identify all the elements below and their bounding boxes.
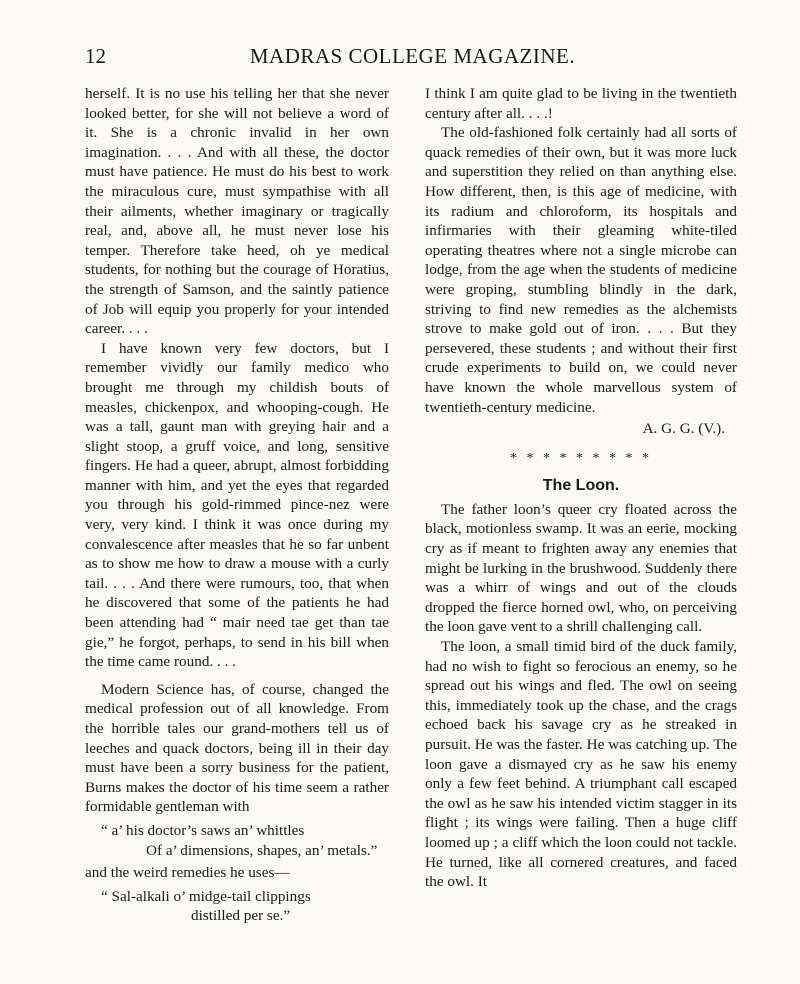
paragraph: I think I am quite glad to be living in the twentieth century after all. . . .! [425,85,737,122]
paragraph: I have known very few doctors, but I remember vividly our family medico who brought me through my childish bouts of measles, chickenpox, and whooping-cough. He was a tall, gaunt man with greying hair and a slight stoop, a gruff voice, and long, sensitive fingers. He had a queer, abrupt, almost forbidding manner with him, and yet the eyes that regarded you through his gold-rimmed pince-nez were very, very kind. I think it was once during my convalescence after measles that he so far unbent as to show me how to draw a mouse with a curly tail. . . . And there were rumours, too, that when he discovered that some of the patients he had been attending had “ mair need tae get than tae gie,” he forgot, perhaps, to send in his bill when the time came round. . . . [85,339,389,671]
page-header [85,42,740,72]
section-divider: * * * * * * * * * [510,450,652,466]
page-number: 12 [85,44,106,68]
right-column [425,84,737,892]
paragraph: The old-fashioned folk certainly had all sorts of quack remedies of their own, but it was more luck and superstition they relied on than anything else. How different, then, is this age of medicine, with its radium and chloroform, its hospitals and infirmaries with their gleaming white-tiled operating theatres where not a single microbe can lodge, from the age when the students of medicine were groping, stumbling blindly in the dark, striving to find new remedies as the alchemists strove to make gold out of iron. . . . But they persevered, these students ; and without their first crude experiments to build on, we could never have known the whole marvellous system of twentieth-century medicine. [425,124,737,416]
paragraph: herself. It is no use his telling her that she never looked better, for she will not believe a word of it. She is a chronic invalid in her own imagination. . . . And with all these, the doctor must have patience. He must do his best to work the miraculous cure, must sympathise with all their ailments, whether imaginary or tragically real, and, above all, he must never lose his temper. Therefore take heed, oh ye medical students, for nothing but the courage of Horatius, the strength of Samson, and the saintly patience of Job will equip you properly for your intended career. . . . [85,85,389,338]
verse-quote [101,887,389,926]
verse-quote [101,821,389,860]
running-title: MADRAS COLLEGE MAGAZINE. [249,44,576,68]
paragraph: Modern Science has, of course, changed the medical profession out of all knowledge. From the horrible tales our grand-mothers tell us of leeches and quack doctors, being ill in their day must have been a sorry business for the patient, Burns makes the doctor of his time seem a rather formidable gentleman with [85,680,389,816]
verse-line: Of a’ dimensions, shapes, an’ metals.” [146,841,378,859]
paragraph: and the weird remedies he uses— [85,864,290,882]
verse-line: “ a’ his doctor’s saws an’ whittles [101,821,305,839]
left-column [85,84,389,928]
verse-line: “ Sal-alkali o’ midge-tail clippings [101,887,311,905]
article-title: The Loon. [542,477,620,495]
paragraph: The father loon’s queer cry floated across the black, motionless swamp. It was an eerie, mocking cry as if meant to frighten away any enemies that might be lurking in the brushwood. Suddenly there was a whirr of wings and out of the clouds dropped the fierce horned owl, who, on perceiving the loon gave vent to a shrill challenging call. [425,500,737,636]
paragraph: The loon, a small timid bird of the duck family, had no wish to fight so ferocious an enemy, so he spread out his wings and fled. The owl on seeing this, immediately took up the chase, and the crags echoed back his savage cry as he streaked in pursuit. He was the faster. He was catching up. The loon gave a dismayed cry as he saw his enemy only a few feet behind. A triumphant call escaped the owl as he saw his intended victim stagger in its flight ; its wings were failing. Then a huge cliff loomed up ; a cliff which the loon could not tackle. He turned, like all cornered creatures, and faced the owl. It [425,638,737,891]
author-signature: A. G. G. (V.). [642,420,725,438]
verse-line: distilled per se.” [191,907,291,925]
